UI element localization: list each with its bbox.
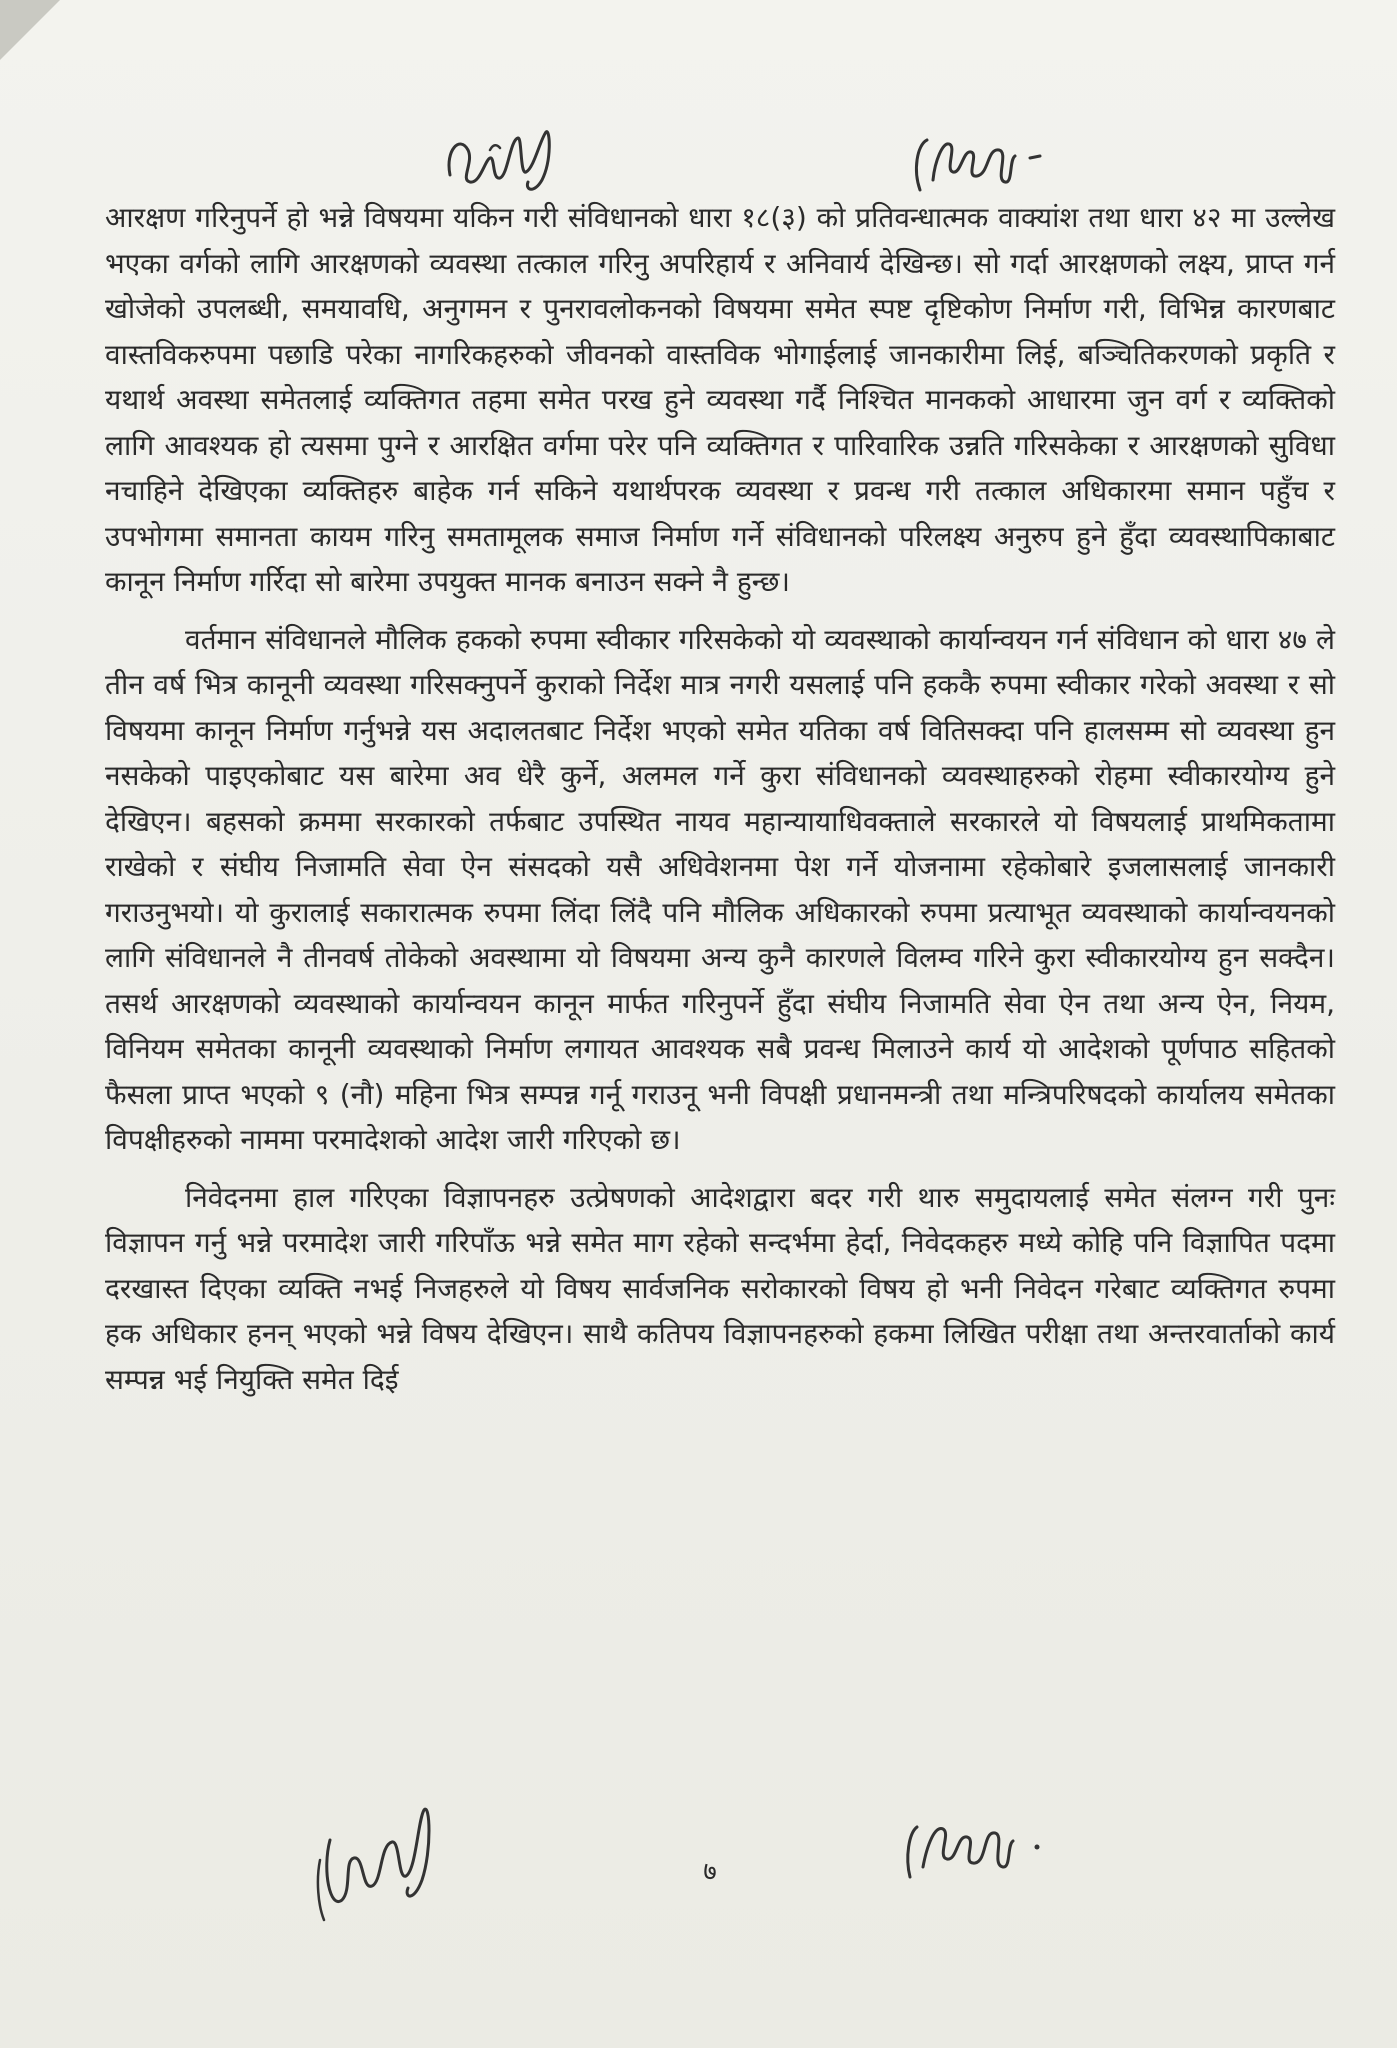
paragraph-1: आरक्षण गरिनुपर्ने हो भन्ने विषयमा यकिन गरी संविधानको धारा १८(३) को प्रतिवन्धात्मक वाक्यांश तथा धारा ४२ मा उल्लेख भएका वर्गको लागि आरक्षणको व्यवस्था तत्काल गरिनु अपरिहार्य र अनिवार्य देखिन्छ। सो गर्दा आरक्षणको लक्ष्य, प्राप्त गर्न खोजेको उपलब्धी, समयावधि, अनुगमन र पुनरावलोकनको विषयमा समेत स्पष्ट दृष्टिकोण निर्माण गरी, विभिन्न कारणबाट वास्तविकरुपमा पछाडि परेका नागरिकहरुको जीवनको वास्तविक भोगाईलाई जानकारीमा लिई, बञ्चितिकरणको प्रकृति र यथार्थ अवस्था समेतलाई व्यक्तिगत तहमा समेत परख हुने व्यवस्था गर्दै निश्चित मानकको आधारमा जुन वर्ग र व्यक्तिको लागि आवश्यक हो त्यसमा पुग्ने र आरक्षित वर्गमा परेर पनि व्यक्तिगत र पारिवारिक उन्नति गरिसकेका र आरक्षणको सुविधा नचाहिने देखिएका व्यक्तिहरु बाहेक गर्न सकिने यथार्थपरक व्यवस्था र प्रवन्ध गरी तत्काल अधिकारमा समान पहुँच र उपभोगमा समानता कायम गरिनु समतामूलक समाज निर्माण गर्ने संविधानको परिलक्ष्य अनुरुप हुने हुँदा व्यवस्थापिकाबाट कानून निर्माण गर्रिदा सो बारेमा उपयुक्त मानक बनाउन सक्ने नै हुन्छ। — [105, 201, 1335, 598]
handwritten-signature-top-right — [905, 120, 1075, 200]
paragraph-3: निवेदनमा हाल गरिएका विज्ञापनहरु उत्प्रेषणको आदेशद्वारा बदर गरी थारु समुदायलाई समेत संलग्न गरी पुनः विज्ञापन गर्नु भन्ने परमादेश जारी गरिपाँऊ भन्ने समेत माग रहेको सन्दर्भमा हेर्दा, निवेदकहरु मध्ये कोहि पनि विज्ञापित पदमा दरखास्त दिएका व्यक्ति नभई निजहरुले यो विषय सार्वजनिक सरोकारको विषय हो भनी निवेदन गरेबाट व्यक्तिगत रुपमा हक अधिकार हनन् भएको भन्ने विषय देखिएन। साथै कतिपय विज्ञापनहरुको हकमा लिखित परीक्षा तथा अन्तरवार्ताको कार्य सम्पन्न भई नियुक्ति समेत दिई — [105, 1180, 1335, 1396]
page-number: ७ — [703, 1857, 717, 1887]
handwritten-signature-bottom-right — [895, 1805, 1065, 1885]
paragraph-2: वर्तमान संविधानले मौलिक हकको रुपमा स्वीकार गरिसकेको यो व्यवस्थाको कार्यान्वयन गर्न संविधान को धारा ४७ ले तीन वर्ष भित्र कानूनी व्यवस्था गरिसक्नुपर्ने कुराको निर्देश मात्र नगरी यसलाई पनि हककै रुपमा स्वीकार गरेको अवस्था र सो विषयमा कानून निर्माण गर्नुभन्ने यस अदालतबाट निर्देश भएको समेत यतिका वर्ष वितिसक्दा पनि हालसम्म सो व्यवस्था हुन नसकेको पाइएकोबाट यस बारेमा अव धेरै कुर्ने, अलमल गर्ने कुरा संविधानको व्यवस्थाहरुको रोहमा स्वीकारयोग्य हुने देखिएन। बहसको क्रममा सरकारको तर्फबाट उपस्थित नायव महान्यायाधिवक्ताले सरकारले यो विषयलाई प्राथमिकतामा राखेको र संघीय निजामति सेवा ऐन संसदको यसै अधिवेशनमा पेश गर्ने योजनामा रहेकोबारे इजलासलाई जानकारी गराउनुभयो। यो कुरालाई सकारात्मक रुपमा लिंदा लिंदै पनि मौलिक अधिकारको रुपमा प्रत्याभूत व्यवस्थाको कार्यान्वयनको लागि संविधानले नै तीनवर्ष तोकेको अवस्थामा यो विषयमा अन्य कुनै कारणले विलम्व गरिने कुरा स्वीकारयोग्य हुन सक्दैन। तसर्थ आरक्षणको व्यवस्थाको कार्यान्वयन कानून मार्फत गरिनुपर्ने हुँदा संघीय निजामति सेवा ऐन तथा अन्य ऐन, नियम, विनियम समेतका कानूनी व्यवस्थाको निर्माण लगायत आवश्यक सबै प्रवन्ध मिलाउने कार्य यो आदेशको पूर्णपाठ सहितको फैसला प्राप्त भएको ९ (नौ) महिना भित्र सम्पन्न गर्नू गराउनू भनी विपक्षी प्रधानमन्त्री तथा मन्त्रिपरिषदको कार्यालय समेतका विपक्षीहरुको नाममा परमादेशको आदेश जारी गरिएको छ। — [105, 622, 1335, 1156]
handwritten-signature-bottom-left — [300, 1790, 450, 1930]
page-corner-fold — [0, 0, 60, 60]
document-body — [105, 195, 1335, 1414]
